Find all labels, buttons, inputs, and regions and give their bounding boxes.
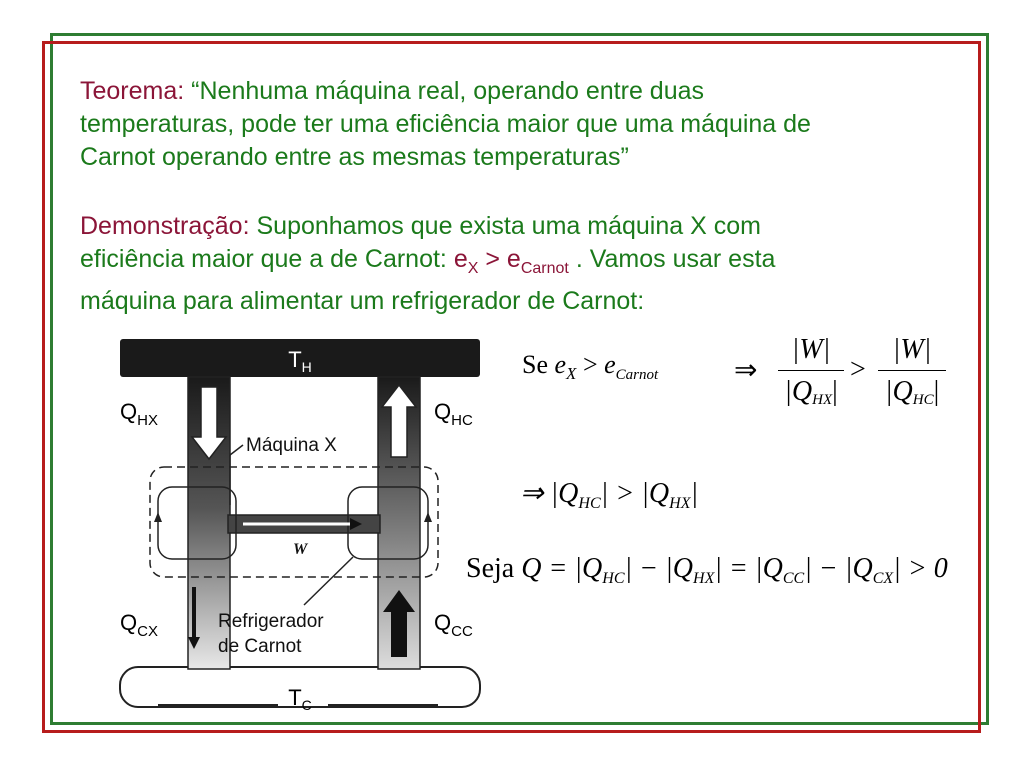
theorem-label: Teorema: — [80, 77, 185, 105]
equation-3: Seja $Q = |Q_{HC}| - |Q_{HX}| = |Q_{CC}| - |Q_{CX}| > 0$ — [466, 553, 948, 587]
equation-2: ⇒ $|Q_{HC}| > |Q_{HX}|$ — [520, 478, 699, 512]
th-label: $T_H$ — [288, 347, 312, 375]
qhx-label: $Q_{HX}$ — [120, 399, 158, 429]
proof-block — [80, 210, 960, 318]
heat-engine-diagram — [118, 337, 493, 712]
theorem-line-1 — [80, 75, 960, 108]
efficiency-x: $e_X > e_{Carnot}$ — [453, 245, 569, 277]
qhc-label: $Q_{HC}$ — [434, 399, 473, 429]
theorem-block — [80, 75, 960, 174]
machine-x-label: Máquina X — [246, 435, 337, 456]
equation-1: Se $e_X > e_{Carnot}$ — [522, 350, 659, 383]
proof-label: Demonstração: — [80, 212, 250, 240]
refrig-label-1: Refrigerador — [218, 611, 324, 632]
proof-text-1: Suponhamos que exista uma máquina X com — [256, 212, 761, 240]
proof-text-3: máquina para alimentar um refrigerador de Carnot: — [80, 287, 645, 315]
fraction-2: |W| |QHC| — [878, 330, 946, 421]
fraction-1: |W| |QHX| — [778, 330, 844, 421]
theorem-text-3: Carnot operando entre as mesmas temperaturas” — [80, 143, 629, 171]
implies-1: ⇒ — [734, 355, 758, 386]
tc-label: $T_C$ — [288, 685, 312, 712]
theorem-text-2: temperaturas, pode ter uma eficiência maior que uma máquina de — [80, 110, 811, 138]
proof-line-1 — [80, 210, 960, 243]
proof-line-2 — [80, 243, 960, 285]
proof-text-2a: eficiência maior que a de Carnot: — [80, 245, 447, 273]
proof-text-2b: . Vamos usar esta — [575, 245, 776, 273]
qcc-label: $Q_{CC}$ — [434, 610, 473, 640]
fraction-gt: > — [850, 354, 866, 385]
refrig-label-2: de Carnot — [218, 636, 302, 657]
work-label: W — [293, 541, 308, 558]
theorem-text-1: “Nenhuma máquina real, operando entre duas — [191, 77, 705, 105]
qcx-label: $Q_{CX}$ — [120, 610, 158, 640]
